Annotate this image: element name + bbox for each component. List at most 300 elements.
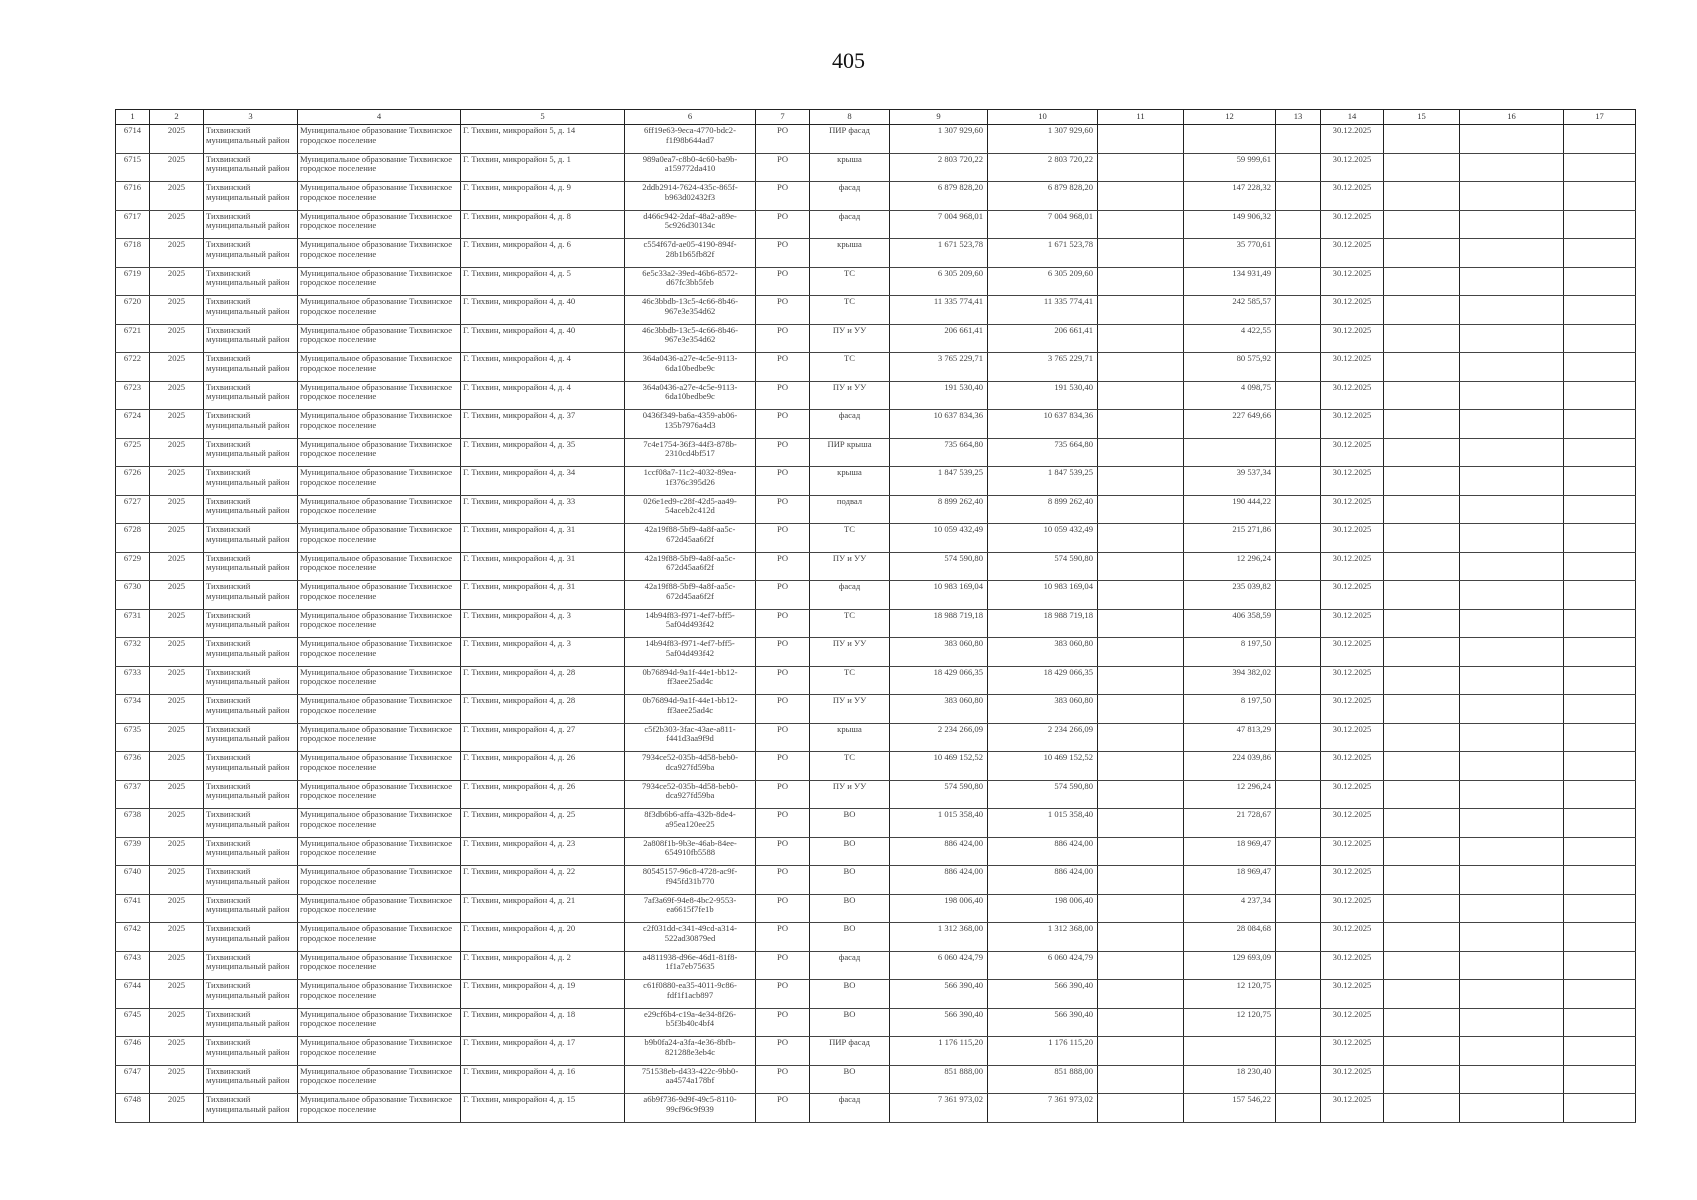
column-13-cell [1276,239,1321,268]
column-number-cell: 9 [890,110,988,125]
settlement-cell: Муниципальное образование Тихвинское городское поселение [298,923,461,952]
year-cell: 2025 [150,125,204,154]
amount-fund-cell: 10 469 152,52 [988,752,1098,781]
address-cell: Г. Тихвин, микрорайон 4, д. 33 [461,495,625,524]
amount-fund-cell: 7 361 973,02 [988,1094,1098,1123]
column-13-cell [1276,581,1321,610]
work-type-cell: ТС [810,609,890,638]
table-row [116,267,1636,296]
settlement-cell: Муниципальное образование Тихвинское городское поселение [298,695,461,724]
column-11-cell [1098,723,1184,752]
work-type-cell: ПИР фасад [810,1037,890,1066]
column-13-cell [1276,752,1321,781]
district-cell: Тихвинский муниципальный район [204,153,298,182]
year-cell: 2025 [150,239,204,268]
column-15-cell [1384,923,1460,952]
table-row [116,780,1636,809]
district-cell: Тихвинский муниципальный район [204,524,298,553]
house-guid-cell: c2f031dd-c341-49cd-a314-522ad30879ed [625,923,756,952]
amount-fund-cell: 886 424,00 [988,837,1098,866]
column-17-cell [1564,837,1636,866]
work-type-cell: ПУ и УУ [810,324,890,353]
column-11-cell [1098,552,1184,581]
settlement-cell: Муниципальное образование Тихвинское городское поселение [298,951,461,980]
amount-total-cell: 6 305 209,60 [890,267,988,296]
column-13-cell [1276,1065,1321,1094]
source-cell: РО [756,153,810,182]
column-17-cell [1564,524,1636,553]
amount-cell: 4 098,75 [1184,381,1276,410]
address-cell: Г. Тихвин, микрорайон 4, д. 40 [461,324,625,353]
amount-cell: 215 271,86 [1184,524,1276,553]
row-number-cell: 6715 [116,153,150,182]
source-cell: РО [756,524,810,553]
deadline-date-cell: 30.12.2025 [1321,866,1384,895]
amount-total-cell: 6 060 424,79 [890,951,988,980]
address-cell: Г. Тихвин, микрорайон 4, д. 19 [461,980,625,1009]
column-number-cell: 2 [150,110,204,125]
deadline-date-cell: 30.12.2025 [1321,524,1384,553]
settlement-cell: Муниципальное образование Тихвинское городское поселение [298,353,461,382]
year-cell: 2025 [150,524,204,553]
district-cell: Тихвинский муниципальный район [204,381,298,410]
amount-cell: 134 931,49 [1184,267,1276,296]
source-cell: РО [756,552,810,581]
district-cell: Тихвинский муниципальный район [204,467,298,496]
amount-cell: 80 575,92 [1184,353,1276,382]
column-11-cell [1098,296,1184,325]
address-cell: Г. Тихвин, микрорайон 4, д. 3 [461,609,625,638]
column-15-cell [1384,894,1460,923]
column-13-cell [1276,866,1321,895]
column-15-cell [1384,467,1460,496]
table-row [116,410,1636,439]
table-row [116,609,1636,638]
deadline-date-cell: 30.12.2025 [1321,894,1384,923]
source-cell: РО [756,125,810,154]
house-guid-cell: 46c3bbdb-13c5-4c66-8b46-967e3e354d62 [625,324,756,353]
settlement-cell: Муниципальное образование Тихвинское городское поселение [298,324,461,353]
table-row [116,695,1636,724]
table-row [116,495,1636,524]
work-type-cell: ТС [810,267,890,296]
district-cell: Тихвинский муниципальный район [204,552,298,581]
column-16-cell [1460,381,1564,410]
deadline-date-cell: 30.12.2025 [1321,410,1384,439]
year-cell: 2025 [150,752,204,781]
row-number-cell: 6737 [116,780,150,809]
amount-fund-cell: 6 879 828,20 [988,182,1098,211]
source-cell: РО [756,381,810,410]
year-cell: 2025 [150,267,204,296]
work-type-cell: ТС [810,666,890,695]
address-cell: Г. Тихвин, микрорайон 4, д. 35 [461,438,625,467]
row-number-cell: 6741 [116,894,150,923]
column-11-cell [1098,182,1184,211]
amount-cell: 12 296,24 [1184,780,1276,809]
amount-cell: 12 120,75 [1184,1008,1276,1037]
source-cell: РО [756,296,810,325]
amount-fund-cell: 2 234 266,09 [988,723,1098,752]
address-cell: Г. Тихвин, микрорайон 4, д. 27 [461,723,625,752]
column-11-cell [1098,495,1184,524]
row-number-cell: 6732 [116,638,150,667]
year-cell: 2025 [150,951,204,980]
column-11-cell [1098,695,1184,724]
amount-total-cell: 886 424,00 [890,837,988,866]
settlement-cell: Муниципальное образование Тихвинское городское поселение [298,438,461,467]
district-cell: Тихвинский муниципальный район [204,980,298,1009]
amount-total-cell: 10 983 169,04 [890,581,988,610]
amount-cell: 18 230,40 [1184,1065,1276,1094]
address-cell: Г. Тихвин, микрорайон 4, д. 4 [461,353,625,382]
column-16-cell [1460,1065,1564,1094]
column-11-cell [1098,353,1184,382]
row-number-cell: 6718 [116,239,150,268]
column-13-cell [1276,666,1321,695]
deadline-date-cell: 30.12.2025 [1321,495,1384,524]
year-cell: 2025 [150,695,204,724]
settlement-cell: Муниципальное образование Тихвинское городское поселение [298,467,461,496]
amount-fund-cell: 206 661,41 [988,324,1098,353]
column-17-cell [1564,495,1636,524]
column-16-cell [1460,467,1564,496]
address-cell: Г. Тихвин, микрорайон 4, д. 34 [461,467,625,496]
settlement-cell: Муниципальное образование Тихвинское городское поселение [298,780,461,809]
deadline-date-cell: 30.12.2025 [1321,239,1384,268]
amount-total-cell: 11 335 774,41 [890,296,988,325]
column-17-cell [1564,609,1636,638]
work-type-cell: крыша [810,467,890,496]
amount-cell: 8 197,50 [1184,695,1276,724]
column-15-cell [1384,638,1460,667]
deadline-date-cell: 30.12.2025 [1321,951,1384,980]
table-row [116,324,1636,353]
column-16-cell [1460,695,1564,724]
work-type-cell: крыша [810,239,890,268]
row-number-cell: 6733 [116,666,150,695]
amount-fund-cell: 2 803 720,22 [988,153,1098,182]
house-guid-cell: 026e1ed9-c28f-42d5-aa49-54aceb2c412d [625,495,756,524]
address-cell: Г. Тихвин, микрорайон 4, д. 25 [461,809,625,838]
address-cell: Г. Тихвин, микрорайон 4, д. 8 [461,210,625,239]
year-cell: 2025 [150,353,204,382]
column-13-cell [1276,524,1321,553]
work-type-cell: фасад [810,210,890,239]
column-17-cell [1564,267,1636,296]
amount-cell: 190 444,22 [1184,495,1276,524]
settlement-cell: Муниципальное образование Тихвинское городское поселение [298,182,461,211]
column-11-cell [1098,809,1184,838]
column-15-cell [1384,438,1460,467]
district-cell: Тихвинский муниципальный район [204,723,298,752]
amount-fund-cell: 10 059 432,49 [988,524,1098,553]
column-16-cell [1460,410,1564,439]
house-guid-cell: c554f67d-ae05-4190-894f-28b1b65fb82f [625,239,756,268]
amount-total-cell: 2 803 720,22 [890,153,988,182]
address-cell: Г. Тихвин, микрорайон 4, д. 20 [461,923,625,952]
page-number: 405 [832,48,865,73]
amount-total-cell: 886 424,00 [890,866,988,895]
column-11-cell [1098,210,1184,239]
amount-cell: 4 422,55 [1184,324,1276,353]
work-type-cell: ТС [810,752,890,781]
work-type-cell: фасад [810,410,890,439]
amount-fund-cell: 1 015 358,40 [988,809,1098,838]
amount-cell: 12 296,24 [1184,552,1276,581]
column-11-cell [1098,438,1184,467]
row-number-cell: 6735 [116,723,150,752]
column-15-cell [1384,581,1460,610]
amount-fund-cell: 198 006,40 [988,894,1098,923]
column-16-cell [1460,666,1564,695]
work-type-cell: фасад [810,1094,890,1123]
address-cell: Г. Тихвин, микрорайон 4, д. 21 [461,894,625,923]
column-15-cell [1384,296,1460,325]
row-number-cell: 6714 [116,125,150,154]
work-type-cell: ТС [810,353,890,382]
deadline-date-cell: 30.12.2025 [1321,723,1384,752]
house-guid-cell: 1ccf08a7-11c2-4032-89ea-1f376c395d26 [625,467,756,496]
amount-cell: 157 546,22 [1184,1094,1276,1123]
column-number-cell: 13 [1276,110,1321,125]
district-cell: Тихвинский муниципальный район [204,267,298,296]
deadline-date-cell: 30.12.2025 [1321,695,1384,724]
column-number-cell: 3 [204,110,298,125]
source-cell: РО [756,752,810,781]
amount-cell: 47 813,29 [1184,723,1276,752]
house-guid-cell: 2a808f1b-9b3e-46ab-84ee-654910fb5588 [625,837,756,866]
column-13-cell [1276,980,1321,1009]
house-guid-cell: 46c3bbdb-13c5-4c66-8b46-967e3e354d62 [625,296,756,325]
amount-total-cell: 10 469 152,52 [890,752,988,781]
settlement-cell: Муниципальное образование Тихвинское городское поселение [298,723,461,752]
house-guid-cell: 42a19f88-5bf9-4a8f-aa5c-672d45aa6f2f [625,552,756,581]
settlement-cell: Муниципальное образование Тихвинское городское поселение [298,752,461,781]
column-13-cell [1276,267,1321,296]
amount-fund-cell: 7 004 968,01 [988,210,1098,239]
source-cell: РО [756,894,810,923]
house-guid-cell: 7934ce52-035b-4d58-beb0-dca927fd59ba [625,752,756,781]
house-guid-cell: 989a0ea7-c8b0-4c60-ba9b-a159772da410 [625,153,756,182]
source-cell: РО [756,438,810,467]
column-11-cell [1098,581,1184,610]
column-16-cell [1460,153,1564,182]
amount-fund-cell: 10 637 834,36 [988,410,1098,439]
amount-total-cell: 1 176 115,20 [890,1037,988,1066]
column-13-cell [1276,723,1321,752]
address-cell: Г. Тихвин, микрорайон 4, д. 6 [461,239,625,268]
address-cell: Г. Тихвин, микрорайон 4, д. 16 [461,1065,625,1094]
amount-total-cell: 10 059 432,49 [890,524,988,553]
amount-cell: 227 649,66 [1184,410,1276,439]
amount-cell: 394 382,02 [1184,666,1276,695]
year-cell: 2025 [150,381,204,410]
row-number-cell: 6748 [116,1094,150,1123]
column-15-cell [1384,239,1460,268]
column-17-cell [1564,980,1636,1009]
amount-total-cell: 1 307 929,60 [890,125,988,154]
column-17-cell [1564,438,1636,467]
work-type-cell: ПУ и УУ [810,780,890,809]
column-17-cell [1564,353,1636,382]
column-17-cell [1564,894,1636,923]
column-number-cell: 14 [1321,110,1384,125]
settlement-cell: Муниципальное образование Тихвинское городское поселение [298,410,461,439]
amount-total-cell: 10 637 834,36 [890,410,988,439]
column-16-cell [1460,780,1564,809]
source-cell: РО [756,723,810,752]
district-cell: Тихвинский муниципальный район [204,210,298,239]
row-number-cell: 6746 [116,1037,150,1066]
column-13-cell [1276,296,1321,325]
table-row [116,638,1636,667]
year-cell: 2025 [150,609,204,638]
column-11-cell [1098,951,1184,980]
column-16-cell [1460,951,1564,980]
row-number-cell: 6725 [116,438,150,467]
column-15-cell [1384,951,1460,980]
amount-fund-cell: 18 988 719,18 [988,609,1098,638]
column-13-cell [1276,1094,1321,1123]
column-13-cell [1276,951,1321,980]
column-11-cell [1098,894,1184,923]
district-cell: Тихвинский муниципальный район [204,1094,298,1123]
amount-cell: 35 770,61 [1184,239,1276,268]
column-number-cell: 5 [461,110,625,125]
house-guid-cell: a6b9f736-9d9f-49c5-8110-99cf96c9f939 [625,1094,756,1123]
year-cell: 2025 [150,780,204,809]
house-guid-cell: 0b76894d-9a1f-44e1-bb12-ff3aee25ad4c [625,695,756,724]
work-type-cell: ПУ и УУ [810,381,890,410]
row-number-cell: 6729 [116,552,150,581]
column-11-cell [1098,153,1184,182]
row-number-cell: 6740 [116,866,150,895]
row-number-cell: 6721 [116,324,150,353]
work-type-cell: ВО [810,866,890,895]
year-cell: 2025 [150,182,204,211]
amount-total-cell: 566 390,40 [890,1008,988,1037]
district-cell: Тихвинский муниципальный район [204,410,298,439]
year-cell: 2025 [150,1008,204,1037]
column-16-cell [1460,923,1564,952]
column-13-cell [1276,894,1321,923]
district-cell: Тихвинский муниципальный район [204,780,298,809]
column-17-cell [1564,296,1636,325]
district-cell: Тихвинский муниципальный район [204,1065,298,1094]
column-15-cell [1384,723,1460,752]
column-11-cell [1098,125,1184,154]
row-number-cell: 6736 [116,752,150,781]
settlement-cell: Муниципальное образование Тихвинское городское поселение [298,894,461,923]
deadline-date-cell: 30.12.2025 [1321,1037,1384,1066]
amount-cell: 224 039,86 [1184,752,1276,781]
column-16-cell [1460,609,1564,638]
address-cell: Г. Тихвин, микрорайон 4, д. 40 [461,296,625,325]
district-cell: Тихвинский муниципальный район [204,752,298,781]
source-cell: РО [756,324,810,353]
table-row [116,239,1636,268]
column-13-cell [1276,153,1321,182]
row-number-cell: 6726 [116,467,150,496]
table-row [116,1065,1636,1094]
source-cell: РО [756,353,810,382]
table-row [116,1094,1636,1123]
amount-cell: 242 585,57 [1184,296,1276,325]
amount-total-cell: 8 899 262,40 [890,495,988,524]
year-cell: 2025 [150,894,204,923]
column-number-cell: 17 [1564,110,1636,125]
district-cell: Тихвинский муниципальный район [204,182,298,211]
amount-fund-cell: 383 060,80 [988,638,1098,667]
column-17-cell [1564,723,1636,752]
house-guid-cell: 751538eb-d433-422c-9bb0-aa4574a178bf [625,1065,756,1094]
district-cell: Тихвинский муниципальный район [204,609,298,638]
work-type-cell: ПУ и УУ [810,695,890,724]
deadline-date-cell: 30.12.2025 [1321,780,1384,809]
address-cell: Г. Тихвин, микрорайон 4, д. 15 [461,1094,625,1123]
amount-cell: 59 999,61 [1184,153,1276,182]
column-11-cell [1098,324,1184,353]
column-16-cell [1460,1037,1564,1066]
work-type-cell: крыша [810,153,890,182]
settlement-cell: Муниципальное образование Тихвинское городское поселение [298,809,461,838]
house-guid-cell: 2ddb2914-7624-435c-865f-b963d02432f3 [625,182,756,211]
column-16-cell [1460,638,1564,667]
address-cell: Г. Тихвин, микрорайон 4, д. 9 [461,182,625,211]
deadline-date-cell: 30.12.2025 [1321,609,1384,638]
source-cell: РО [756,780,810,809]
amount-fund-cell: 10 983 169,04 [988,581,1098,610]
table-row [116,153,1636,182]
row-number-cell: 6727 [116,495,150,524]
column-11-cell [1098,239,1184,268]
column-11-cell [1098,267,1184,296]
amount-total-cell: 735 664,80 [890,438,988,467]
column-number-cell: 4 [298,110,461,125]
year-cell: 2025 [150,809,204,838]
column-13-cell [1276,467,1321,496]
column-17-cell [1564,809,1636,838]
column-16-cell [1460,524,1564,553]
house-guid-cell: 42a19f88-5bf9-4a8f-aa5c-672d45aa6f2f [625,581,756,610]
column-15-cell [1384,1008,1460,1037]
column-16-cell [1460,752,1564,781]
column-13-cell [1276,353,1321,382]
source-cell: РО [756,210,810,239]
table-row [116,581,1636,610]
column-11-cell [1098,1037,1184,1066]
column-11-cell [1098,980,1184,1009]
deadline-date-cell: 30.12.2025 [1321,153,1384,182]
column-16-cell [1460,894,1564,923]
column-11-cell [1098,410,1184,439]
column-15-cell [1384,524,1460,553]
settlement-cell: Муниципальное образование Тихвинское городское поселение [298,495,461,524]
amount-fund-cell: 735 664,80 [988,438,1098,467]
deadline-date-cell: 30.12.2025 [1321,1008,1384,1037]
source-cell: РО [756,467,810,496]
work-type-cell: фасад [810,182,890,211]
settlement-cell: Муниципальное образование Тихвинское городское поселение [298,666,461,695]
work-type-cell: ПИР фасад [810,125,890,154]
amount-total-cell: 1 847 539,25 [890,467,988,496]
amount-total-cell: 1 312 368,00 [890,923,988,952]
year-cell: 2025 [150,1065,204,1094]
column-11-cell [1098,666,1184,695]
year-cell: 2025 [150,923,204,952]
table-row [116,866,1636,895]
